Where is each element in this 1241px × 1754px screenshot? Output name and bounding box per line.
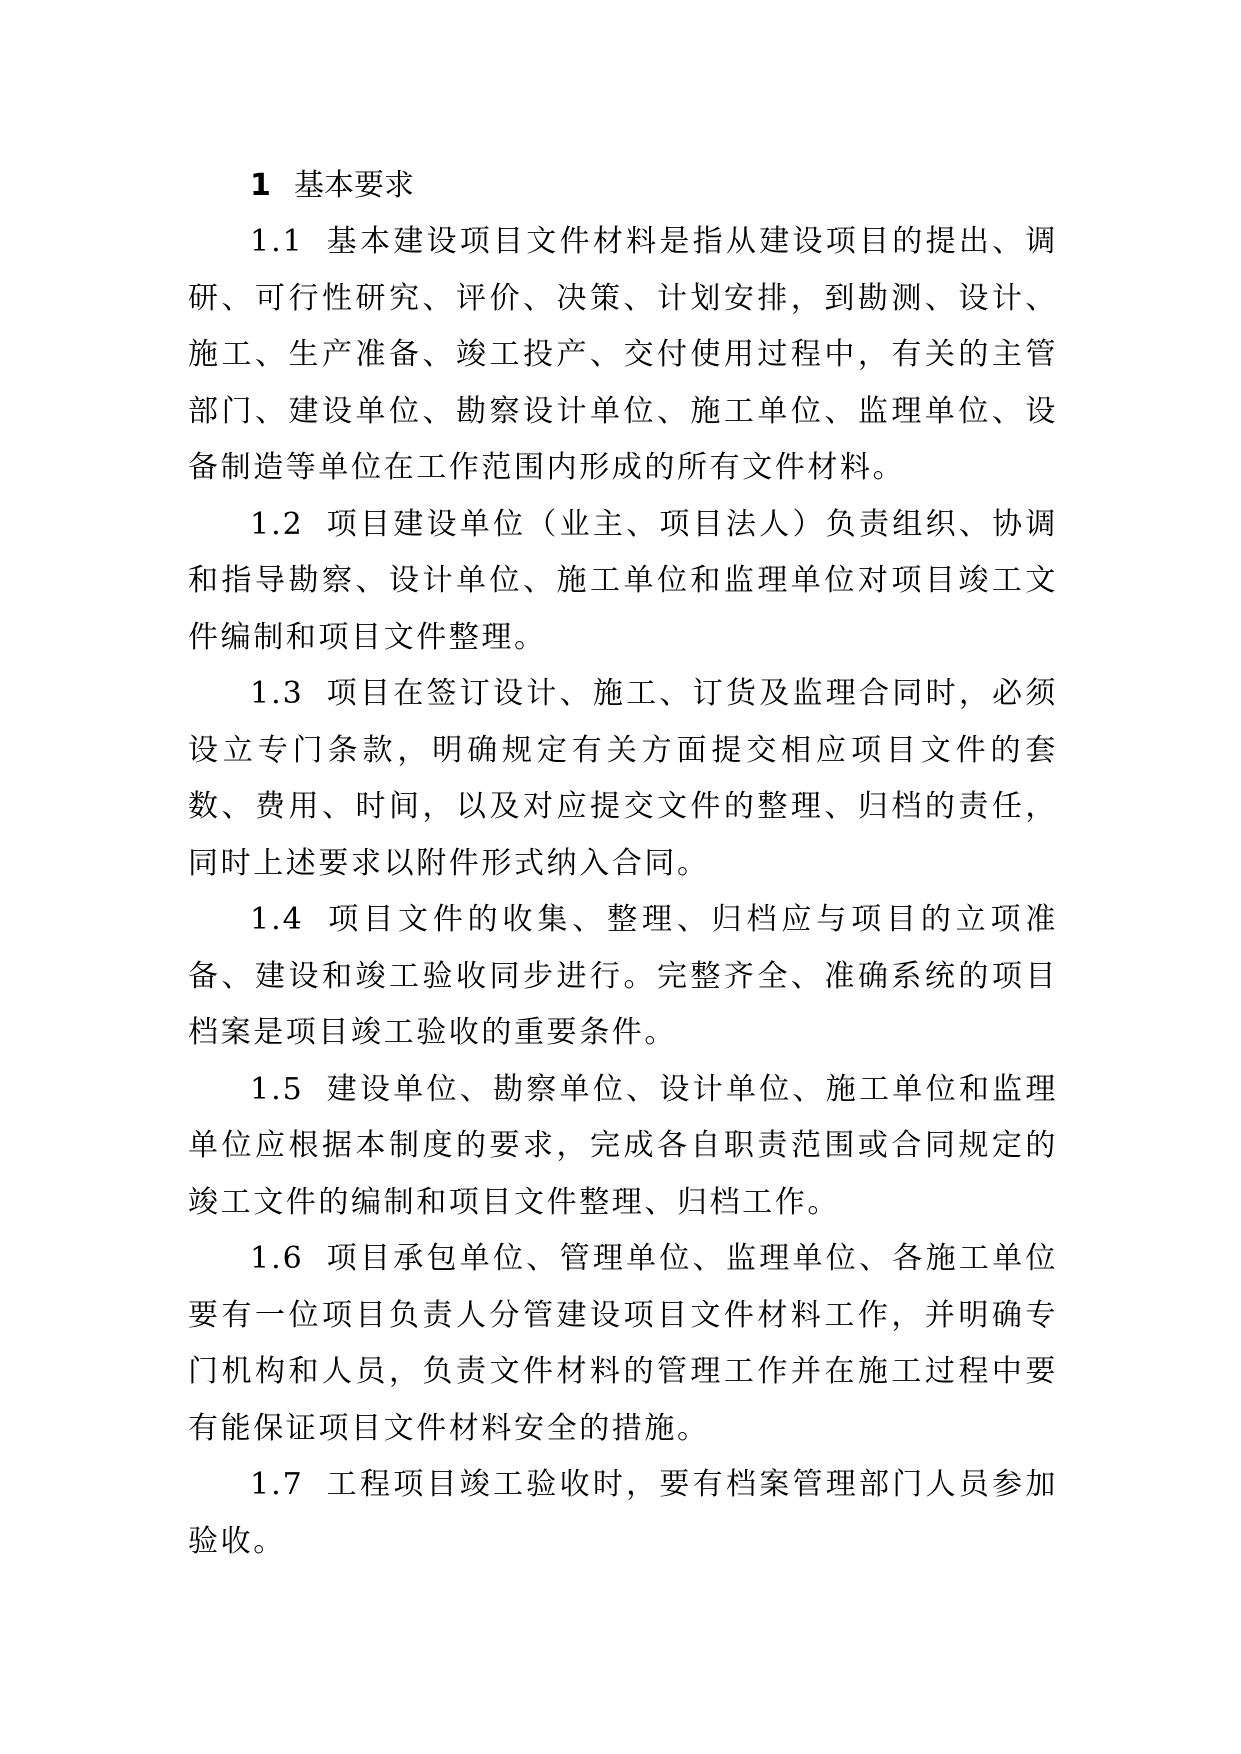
paragraph-text: 工程项目竣工验收时，要有档案管理部门人员参加验收。 <box>188 1467 1058 1559</box>
paragraph-text: 建设单位、勘察单位、设计单位、施工单位和监理单位应根据本制度的要求，完成各自职责范围或合同规定的竣工文件的编制和项目文件整理、归档工作。 <box>188 1071 1058 1220</box>
section-number: 1 <box>250 168 271 203</box>
paragraph-text: 项目承包单位、管理单位、监理单位、各施工单位要有一位项目负责人分管建设项目文件材料工作，并明确专门机构和人员，负责文件材料的管理工作并在施工过程中要有能保证项目文件材料安全的措施。 <box>188 1241 1058 1446</box>
section-title: 基本要求 <box>294 168 414 203</box>
paragraph-text: 项目建设单位（业主、项目法人）负责组织、协调和指导勘察、设计单位、施工单位和监理单位对项目竣工文件编制和项目文件整理。 <box>188 506 1058 655</box>
paragraph-1-6 <box>188 1231 1058 1457</box>
paragraph-number: 1.3 <box>250 676 304 711</box>
section-heading <box>188 158 1058 214</box>
paragraph-number: 1.5 <box>250 1071 304 1107</box>
paragraph-1-4 <box>188 892 1058 1062</box>
paragraph-number: 1.1 <box>250 224 304 259</box>
paragraph-number: 1.6 <box>250 1241 304 1276</box>
paragraph-text: 项目文件的收集、整理、归档应与项目的立项准备、建设和竣工验收同步进行。完整齐全、准确系统的项目档案是项目竣工验收的重要条件。 <box>188 902 1058 1050</box>
paragraph-number: 1.2 <box>250 506 304 542</box>
paragraph-1-3 <box>188 666 1058 892</box>
document-body <box>188 158 1058 1570</box>
paragraph-1-2 <box>188 497 1058 667</box>
paragraph-1-1 <box>188 214 1058 497</box>
paragraph-text: 项目在签订设计、施工、订货及监理合同时，必须设立专门条款，明确规定有关方面提交相应项目文件的套数、费用、时间，以及对应提交文件的整理、归档的责任，同时上述要求以附件形式纳入合同。 <box>188 676 1058 881</box>
paragraph-1-7 <box>188 1457 1058 1570</box>
paragraph-number: 1.7 <box>250 1467 304 1502</box>
paragraph-text: 基本建设项目文件材料是指从建设项目的提出、调研、可行性研究、评价、决策、计划安排，到勘测、设计、施工、生产准备、竣工投产、交付使用过程中，有关的主管部门、建设单位、勘察设计单位、施工单位、监理单位、设备制造等单位在工作范围内形成的所有文件材料。 <box>188 224 1058 485</box>
paragraph-1-5 <box>188 1062 1058 1232</box>
paragraph-number: 1.4 <box>250 902 304 937</box>
